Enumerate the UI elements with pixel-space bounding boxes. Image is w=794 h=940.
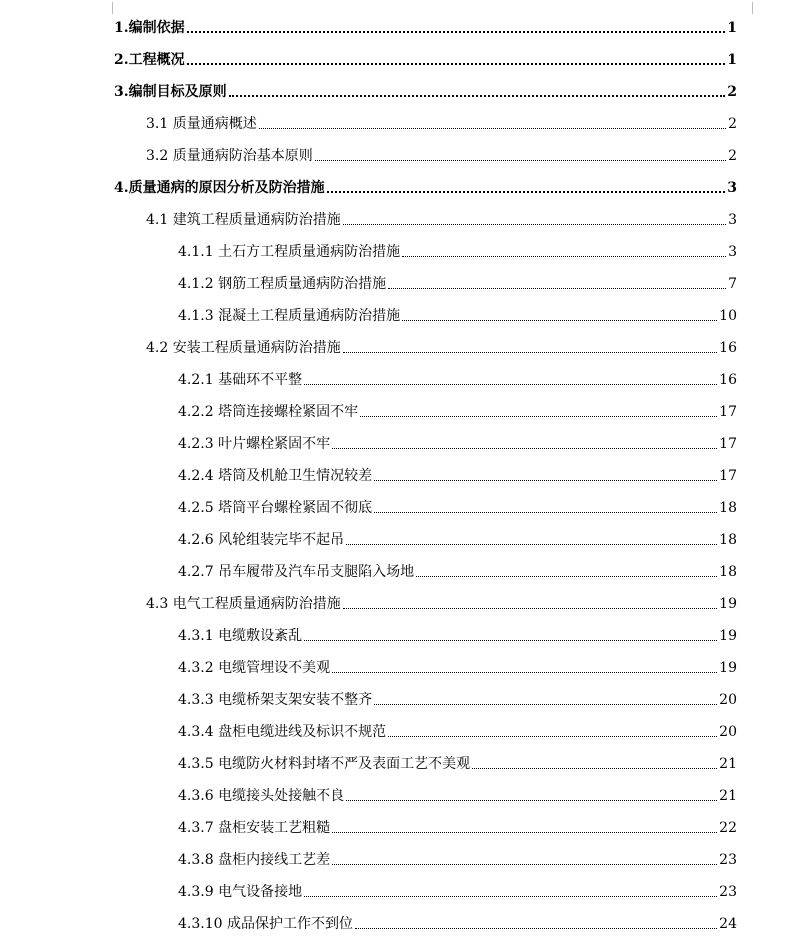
toc-entry[interactable] [178,305,737,325]
toc-page-number: 3 [728,244,737,260]
toc-page-number: 19 [719,628,737,644]
toc-leader-dots [332,831,717,833]
toc-entry-title: 4.1.1 土石方工程质量通病防治措施 [178,244,401,260]
toc-entry-title: 4.3.3 电缆桥架支架安装不整齐 [178,692,373,708]
toc-page-number: 17 [719,436,737,452]
toc-leader-dots [388,735,717,737]
toc-entry-title: 4.1.2 钢筋工程质量通病防治措施 [178,276,387,292]
toc-page-number: 18 [719,564,737,580]
toc-leader-dots [187,30,726,33]
toc-entry[interactable] [178,465,737,485]
toc-entry[interactable] [178,721,737,741]
toc-page-number: 7 [728,276,737,292]
margin-corner-mark-left [100,2,113,14]
toc-leader-dots [332,671,717,673]
toc-entry[interactable] [146,113,737,133]
toc-entry[interactable] [178,401,737,421]
toc-leader-dots [360,415,717,417]
toc-page-number: 16 [719,372,737,388]
toc-entry[interactable] [178,913,737,933]
toc-entry[interactable] [178,657,737,677]
toc-leader-dots [388,287,726,289]
toc-entry-title: 4.2.6 风轮组装完毕不起吊 [178,532,345,548]
toc-leader-dots [402,255,726,257]
toc-entry[interactable] [178,689,737,709]
toc-page-number: 2 [728,148,737,164]
toc-entry[interactable] [178,625,737,645]
toc-page-number: 2 [727,84,737,100]
toc-entry-title: 4.2.1 基础环不平整 [178,372,303,388]
toc-page-number: 1 [727,20,737,36]
toc-entry-title: 4.2.2 塔筒连接螺栓紧固不牢 [178,404,359,420]
toc-page-number: 17 [719,468,737,484]
toc-entry[interactable] [178,241,737,261]
toc-entry[interactable] [178,881,737,901]
margin-corner-mark-right [752,2,765,14]
toc-leader-dots [374,479,717,481]
toc-leader-dots [315,159,726,161]
toc-entry[interactable] [146,337,737,357]
toc-entry-title: 4.3.5 电缆防火材料封堵不严及表面工艺不美观 [178,756,471,772]
toc-leader-dots [416,575,717,577]
toc-leader-dots [229,94,726,97]
toc-entry-title: 4.2.4 塔筒及机舱卫生情况较差 [178,468,373,484]
toc-entry-title: 3.编制目标及原则 [114,84,227,100]
toc-leader-dots [327,190,726,193]
toc-leader-dots [259,127,726,129]
toc-page-number: 19 [719,596,737,612]
toc-leader-dots [343,351,717,353]
toc-page-number: 21 [719,756,737,772]
toc-entry-title: 4.1 建筑工程质量通病防治措施 [146,212,341,228]
toc-page-number: 23 [719,884,737,900]
toc-page-number: 3 [728,212,737,228]
toc-page-number: 20 [719,724,737,740]
toc-page-number: 3 [727,180,737,196]
toc-entry-title: 1.编制依据 [114,20,185,36]
toc-entry[interactable] [178,433,737,453]
toc-leader-dots [402,319,717,321]
toc-page-number: 19 [719,660,737,676]
toc-entry-title: 4.3.9 电气设备接地 [178,884,303,900]
toc-leader-dots [343,607,717,609]
toc-entry-title: 4.2.7 吊车履带及汽车吊支腿陷入场地 [178,564,415,580]
toc-entry-title: 4.2.3 叶片螺栓紧固不牢 [178,436,331,452]
toc-page-number: 22 [719,820,737,836]
toc-page-number: 18 [719,532,737,548]
toc-page-number: 16 [719,340,737,356]
toc-page-number: 10 [719,308,737,324]
toc-leader-dots [346,543,717,545]
toc-leader-dots [187,62,726,65]
toc-entry-title: 4.3.4 盘柜电缆进线及标识不规范 [178,724,387,740]
toc-entry-title: 4.3.2 电缆管埋设不美观 [178,660,331,676]
toc-entry[interactable] [178,817,737,837]
toc-page-number: 23 [719,852,737,868]
toc-entry-title: 4.2 安装工程质量通病防治措施 [146,340,341,356]
toc-entry[interactable] [178,785,737,805]
toc-entry[interactable] [114,81,737,101]
toc-entry[interactable] [146,593,737,613]
toc-entry[interactable] [178,753,737,773]
toc-entry[interactable] [178,273,737,293]
toc-entry[interactable] [178,561,737,581]
toc-page-number: 24 [719,916,737,932]
toc-page-number: 18 [719,500,737,516]
toc-entry-title: 3.1 质量通病概述 [146,116,257,132]
toc-entry-title: 4.3.10 成品保护工作不到位 [178,916,353,932]
toc-entry[interactable] [178,497,737,517]
toc-entry[interactable] [178,529,737,549]
toc-entry-title: 4.3.1 电缆敷设紊乱 [178,628,303,644]
toc-leader-dots [332,863,717,865]
toc-page-number: 2 [728,116,737,132]
toc-entry-title: 4.2.5 塔筒平台螺栓紧固不彻底 [178,500,373,516]
toc-leader-dots [304,639,717,641]
toc-entry-title: 4.质量通病的原因分析及防治措施 [114,180,325,196]
toc-entry-title: 4.3.8 盘柜内接线工艺差 [178,852,331,868]
toc-entry[interactable] [146,209,737,229]
toc-entry-title: 4.3.6 电缆接头处接触不良 [178,788,345,804]
toc-entry[interactable] [178,369,737,389]
toc-leader-dots [374,511,717,513]
toc-page-number: 1 [727,52,737,68]
toc-leader-dots [346,799,717,801]
toc-entry-title: 3.2 质量通病防治基本原则 [146,148,313,164]
toc-leader-dots [304,383,717,385]
toc-leader-dots [343,223,726,225]
toc-leader-dots [332,447,717,449]
toc-page-number: 17 [719,404,737,420]
toc-page-number: 20 [719,692,737,708]
toc-entry[interactable] [146,145,737,165]
toc-entry[interactable] [178,849,737,869]
toc-page-number: 21 [719,788,737,804]
toc-entry-title: 4.3.7 盘柜安装工艺粗糙 [178,820,331,836]
toc-entry[interactable] [114,17,737,37]
toc-entry-title: 2.工程概况 [114,52,185,68]
toc-entry[interactable] [114,177,737,197]
toc-leader-dots [472,767,717,769]
toc-leader-dots [304,895,717,897]
toc-leader-dots [355,927,717,929]
toc-entry-title: 4.3 电气工程质量通病防治措施 [146,596,341,612]
toc-entry[interactable] [114,49,737,69]
toc-leader-dots [374,703,717,705]
toc-entry-title: 4.1.3 混凝土工程质量通病防治措施 [178,308,401,324]
